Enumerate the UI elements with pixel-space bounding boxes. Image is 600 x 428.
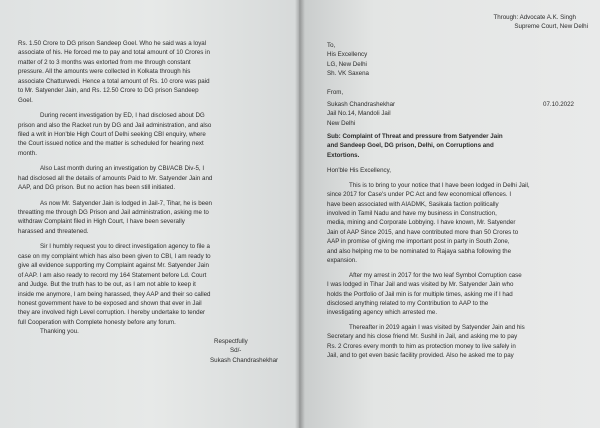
addressee-line-2: LG, New Delhi — [327, 60, 367, 68]
paragraph — [18, 111, 292, 158]
text-line: involved in Tamil Nadu and have my business in Construction, — [327, 210, 497, 217]
text-line: inside me anymore, I am being harassed, they AAP and their so called — [18, 290, 211, 298]
text-line: withdraw Complaint filed in High Court, I have been severally — [18, 218, 185, 226]
page-fold-shadow — [295, 0, 305, 428]
from-label: From, — [327, 88, 344, 96]
sender-name: Sukash Chandrashekhar — [327, 100, 396, 108]
text-line: and Judge. But the truth has to be out, as I am not able to keep it — [18, 281, 196, 289]
subject-line-1: Sub: Complaint of Threat and pressure from Satyender Jain — [327, 132, 503, 140]
text-line: to Mr. Satyender Jain, and Rs. 12.50 Crore to DG prison Sandeep — [18, 87, 199, 95]
text-line: associate of his. He forced me to pay and total amount of 10 Crores in — [18, 49, 210, 57]
text-line: Jain of AAP Since 2015, and have contributed more than 50 Crores to — [327, 228, 519, 236]
text-line: and also helping me to be nominated to Rajaya sabha following the — [327, 247, 512, 255]
text-line: Sir I humbly request you to direct investigation agency to file a — [40, 243, 210, 251]
text-line: Also Last month during an investigation by CBI/ACB Div-5, I — [40, 165, 205, 173]
to-label: To, — [327, 41, 336, 49]
text-line: Secretary and his close friend Mr. Sushil in Jail, and asking me to pay — [327, 333, 518, 341]
text-line: As now Mr. Satyender Jain is lodged in Jail-7, Tihar, he is been — [40, 199, 212, 207]
paragraph — [327, 323, 588, 361]
text-line: expansion. — [327, 257, 357, 265]
text-line: had disclosed all the details of amounts Paid to Mr. Satyender Jain and — [18, 174, 213, 182]
paragraph — [327, 271, 588, 318]
letter-date: 07.10.2022 — [543, 100, 574, 108]
through-line-2: Supreme Court, New Delhi — [514, 23, 588, 31]
text-line: media, mining and Corporate Lobbying. I have known, Mr. Satyender — [327, 219, 516, 227]
text-line: I was lodged in Tihar Jail and was visited by Mr. Satyender Jain who — [327, 281, 514, 289]
text-line: they are involved high Level corruption. I hereby undertake to tender — [18, 309, 206, 317]
text-line: give all evidence supporting my Complaint against Mr. Satyender Jain — [18, 262, 209, 270]
text-line: holds the Portfolio of Jail min is for multiple times, asking me if I had — [327, 290, 513, 298]
text-line: Goel. — [18, 96, 33, 104]
closing-respectfully: Respectfully — [214, 337, 248, 345]
paragraph — [18, 199, 292, 237]
addressee-line-1: His Excellency — [327, 51, 368, 59]
through-line-1: Through: Advocate A.K. Singh — [493, 14, 576, 21]
sender-address-2: New Delhi — [327, 119, 356, 127]
closing-thanks: Thanking you. — [40, 328, 79, 336]
text-line: threatting me through DG Prison and Jail administration, asking me to — [18, 209, 209, 216]
paragraph — [18, 242, 292, 327]
salutation: Hon'ble His Excellency, — [327, 167, 391, 175]
text-line: investigating agency which arrested me. — [327, 309, 438, 317]
text-line: harassed and threatened. — [18, 227, 89, 235]
text-line: the Court issued notice and the matter is scheduled for hearing next — [18, 140, 204, 148]
text-line: have been associated with AIADMK, Sasikala faction politically — [327, 200, 499, 208]
right-page-body — [327, 181, 588, 361]
paragraph — [327, 181, 588, 266]
text-line: After my arrest in 2017 for the two leaf Symbol Corruption case — [349, 271, 522, 279]
text-line: prison and also the Racket run by DG and Jail administration, and also — [18, 121, 212, 129]
subject-line-3: Extortions. — [327, 151, 360, 159]
text-line: AAP, and DG prison. But no action has been still initiated. — [18, 184, 176, 192]
signature-mark: Sd/- — [230, 347, 242, 355]
text-line: Jail, and to get even basic facility provided. Also he asked me to pay — [327, 352, 514, 360]
sender-address-1: Jail No.14, Mandoli Jail — [327, 110, 391, 118]
text-line: full Cooperation with Complete honesty before any forum. — [18, 318, 176, 326]
text-line: This is to bring to your notice that I have been lodged in Delhi Jail, — [349, 181, 530, 189]
text-line: case on my complaint which has also been given to CBI, I am ready to — [18, 252, 211, 260]
paragraph — [18, 39, 292, 105]
left-page-body — [18, 39, 292, 327]
text-line: honest government have to be exposed and shown that ever in Jail — [18, 299, 202, 307]
text-line: Thereafter in 2019 again I was visited by Satyender Jain and his — [349, 323, 525, 331]
text-line: During recent investigation by ED, I had disclosed about DG — [40, 112, 205, 120]
text-line: AAP in promise of giving me important post in party in South Zone, — [327, 238, 510, 246]
text-line: matter of 2 to 3 months was extorted from me through constant — [18, 58, 191, 66]
text-line: filed a writ in Hon'ble High Court of Delhi seeking CBI enquiry, where — [18, 130, 206, 138]
text-line: of AAP. I am also ready to record my 164 Statement before Ld. Court — [18, 271, 207, 279]
subject-line-2: and Sandeep Goel, DG prison, Delhi, on Corruptions and — [327, 142, 494, 150]
text-line: Rs. 2 Crores every month to him as protection money to live safely in — [327, 342, 516, 350]
letter-page-1 — [299, 0, 600, 428]
text-line: associate Chatturwedi. Hence a total amount of Rs. 10 crore was paid — [18, 77, 210, 85]
text-line: since 2017 for Case's under PC Act and few economical offences. I — [327, 191, 512, 199]
sender-row — [327, 97, 588, 109]
signatory-name: Sukash Chandrashekhar — [210, 356, 279, 364]
text-line: pressure. All the amounts were collected in Kolkata through his — [18, 68, 191, 76]
paragraph — [18, 164, 292, 192]
text-line: Rs. 1.50 Crore to DG prison Sandeep Goel. Who he said was a loyal — [18, 40, 207, 47]
text-line: month. — [18, 149, 37, 157]
text-line: disclosed anything related to my Contribution to AAP to the — [327, 299, 489, 307]
addressee-line-3: Sh. VK Saxena — [327, 70, 369, 78]
